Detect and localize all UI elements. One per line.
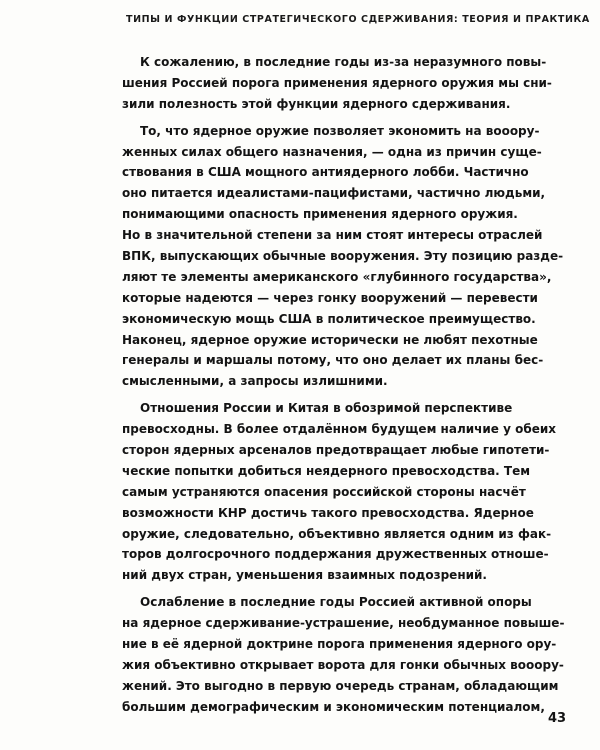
paragraph bbox=[122, 398, 557, 586]
text-line: жия объективно открывает ворота для гонки обычных вооору- bbox=[122, 657, 564, 672]
text-line: ние в её ядерной доктрине порога применения ядерного ору- bbox=[122, 637, 557, 652]
text-line: Ослабление в последние годы Россией активной опоры bbox=[140, 595, 532, 610]
text-line: ствования в США мощного антиядерного лобби. Частично bbox=[122, 165, 529, 180]
text-line: генералы и маршалы потому, что оно делает их планы бес- bbox=[122, 353, 544, 368]
text-line: ний двух стран, уменьшения взаимных подозрений. bbox=[122, 568, 487, 583]
text-line: Но в значительной степени за ним стоят интересы отраслей bbox=[122, 228, 543, 243]
text-line: торов долгосрочного поддержания дружественных отноше- bbox=[122, 547, 549, 562]
text-line: жений. Это выгодно в первую очередь странам, обладающим bbox=[122, 678, 559, 693]
text-line: возможности КНР достичь такого превосходства. Ядерное bbox=[122, 505, 534, 520]
text-line: на ядерное сдерживание-устрашение, необдуманное повыше- bbox=[122, 616, 565, 631]
text-line: шения Россией порога применения ядерного оружия мы сни- bbox=[122, 75, 552, 90]
text-line: ческие попытки добиться неядерного превосходства. Тем bbox=[122, 463, 531, 478]
text-line: зили полезность этой функции ядерного сдерживания. bbox=[122, 96, 511, 111]
text-line: понимающими опасность применения ядерного оружия. bbox=[122, 207, 518, 222]
text-line: ляют те элементы американского «глубинного государства», bbox=[122, 269, 552, 284]
paragraph bbox=[122, 52, 552, 115]
text-line: ВПК, выпускающих обычные вооружения. Эту позицию разде- bbox=[122, 249, 564, 264]
text-line: которые надеются — через гонку вооружений — перевести bbox=[122, 290, 538, 305]
running-head: ТИПЫ И ФУНКЦИИ СТРАТЕГИЧЕСКОГО СДЕРЖИВАНИЯ: ТЕОРИЯ И ПРАКТИКА bbox=[126, 14, 590, 25]
text-line: оружие, следовательно, объективно является одним из фак- bbox=[122, 526, 552, 541]
text-line: То, что ядерное оружие позволяет экономить на вооору- bbox=[140, 123, 540, 138]
text-line: оно питается идеалистами-пацифистами, частично людьми, bbox=[122, 186, 546, 201]
text-line: самым устраняются опасения российской стороны насчёт bbox=[122, 484, 526, 499]
page-number: 43 bbox=[548, 711, 567, 726]
text-line: большим демографическим и экономическим потенциалом, bbox=[122, 699, 545, 714]
text-line: превосходны. В более отдалённом будущем наличие у обеих bbox=[122, 422, 557, 437]
text-line: К сожалению, в последние годы из-за неразумного повы- bbox=[140, 55, 547, 69]
body-text bbox=[122, 52, 565, 718]
text-line: женных силах общего назначения, — одна из причин суще- bbox=[122, 144, 542, 159]
paragraph bbox=[122, 592, 565, 717]
text-line: смысленными, а запросы излишними. bbox=[122, 374, 388, 389]
paragraph bbox=[122, 121, 564, 393]
text-line: Отношения России и Китая в обозримой перспективе bbox=[140, 401, 513, 416]
text-line: экономическую мощь США в политическое преимущество. bbox=[122, 311, 536, 326]
text-line: Наконец, ядерное оружие исторически не любят пехотные bbox=[122, 332, 538, 347]
text-line: сторон ядерных арсеналов предотвращает любые гипотети- bbox=[122, 443, 550, 458]
